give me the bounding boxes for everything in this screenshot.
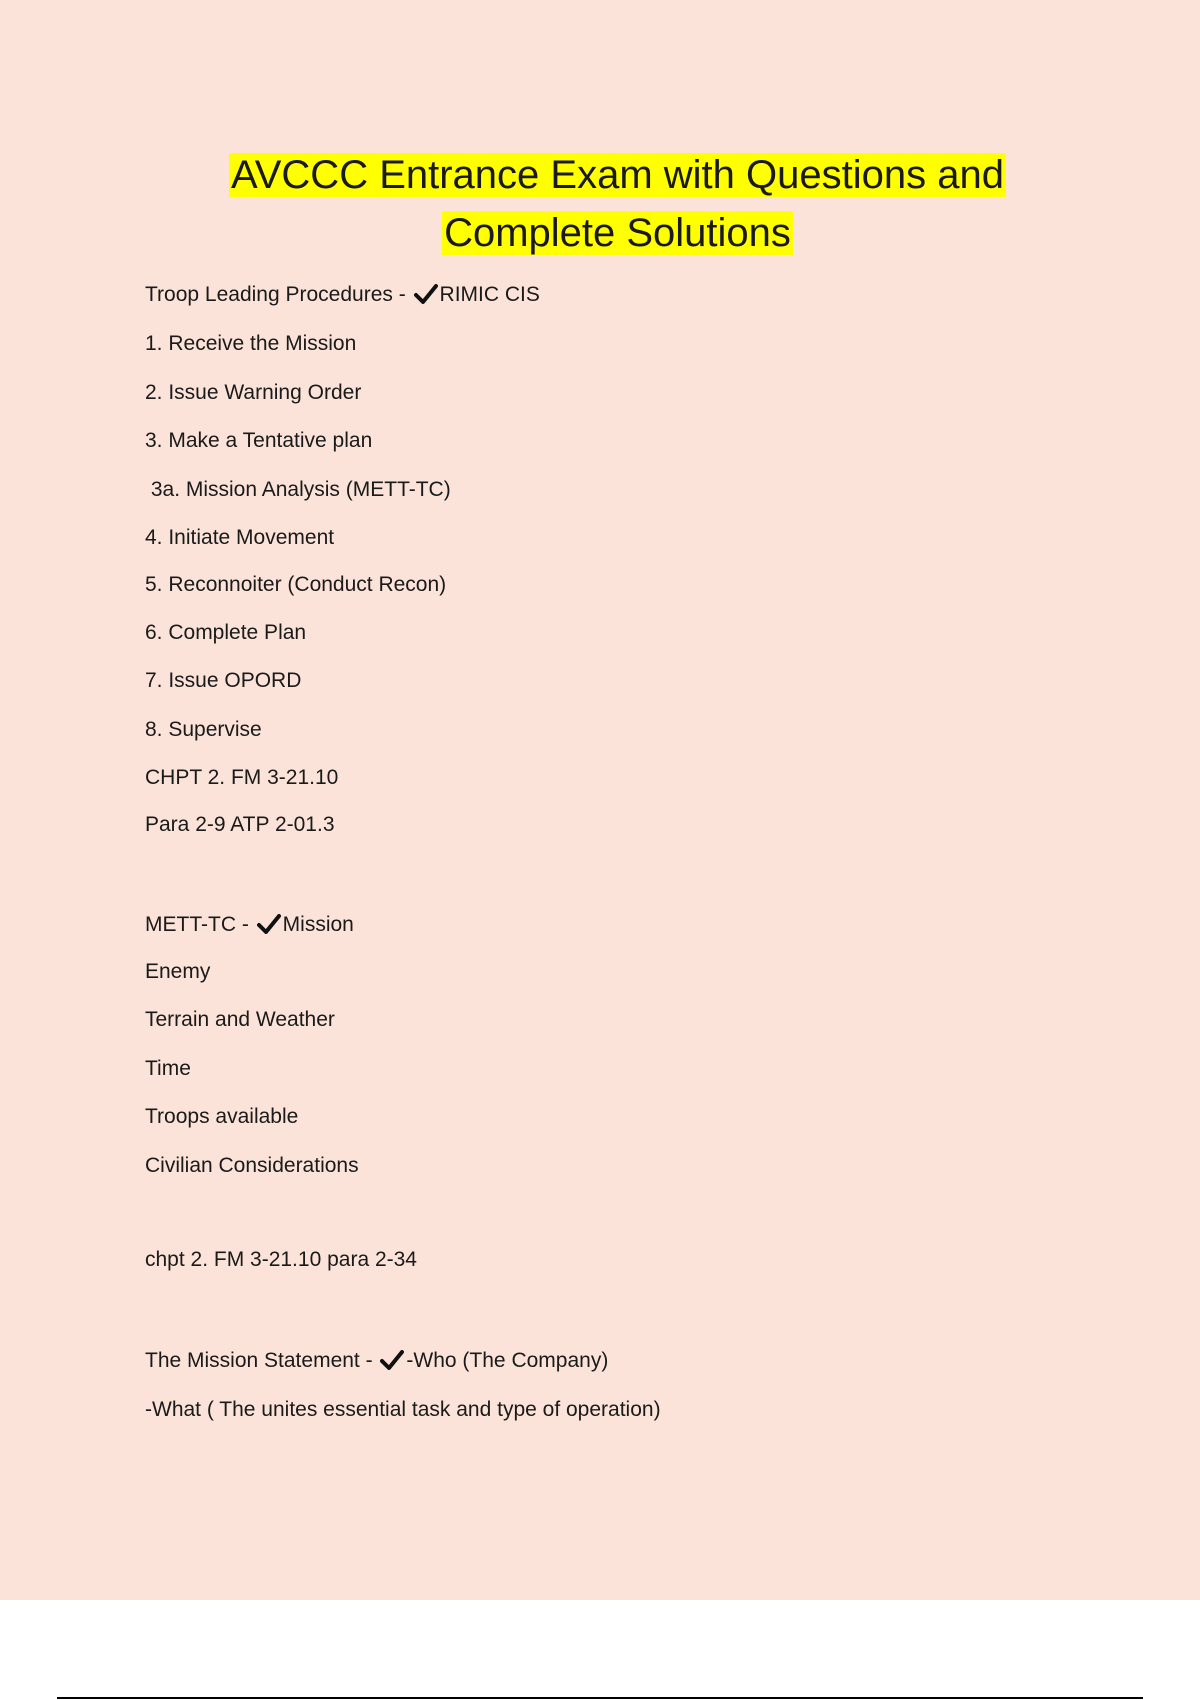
title-line-1: AVCCC Entrance Exam with Questions and bbox=[231, 153, 1004, 197]
question-troop-leading-procedures bbox=[145, 282, 540, 308]
answer-line: 7. Issue OPORD bbox=[145, 669, 302, 692]
reference-line: chpt 2. FM 3-21.10 para 2-34 bbox=[145, 1248, 417, 1271]
answer-line: Terrain and Weather bbox=[145, 1008, 335, 1031]
answer-line: 1. Receive the Mission bbox=[145, 332, 357, 355]
footer-divider bbox=[57, 1697, 1143, 1699]
question-term: The Mission Statement - bbox=[145, 1349, 379, 1372]
answer-line: 8. Supervise bbox=[145, 718, 262, 741]
answer-line: Troops available bbox=[145, 1105, 299, 1128]
answer-text: -Who (The Company) bbox=[406, 1349, 609, 1372]
answer-line: Enemy bbox=[145, 960, 211, 983]
checkmark-icon bbox=[257, 913, 281, 935]
reference-line: Para 2-9 ATP 2-01.3 bbox=[145, 813, 335, 836]
answer-line: -What ( The unites essential task and type of operation) bbox=[145, 1398, 661, 1421]
document-title bbox=[0, 146, 1200, 262]
title-line-2: Complete Solutions bbox=[444, 211, 791, 255]
answer-line: 2. Issue Warning Order bbox=[145, 381, 362, 404]
answer-line: 3. Make a Tentative plan bbox=[145, 429, 373, 452]
answer-text: Mission bbox=[282, 913, 354, 936]
reference-line: CHPT 2. FM 3-21.10 bbox=[145, 766, 339, 789]
answer-line: 6. Complete Plan bbox=[145, 621, 307, 644]
checkmark-icon bbox=[380, 1349, 404, 1371]
question-term: Troop Leading Procedures - bbox=[145, 283, 412, 306]
answer-line: Time bbox=[145, 1057, 191, 1080]
answer-text: RIMIC CIS bbox=[439, 283, 540, 306]
answer-line: 5. Reconnoiter (Conduct Recon) bbox=[145, 573, 447, 596]
checkmark-icon bbox=[414, 283, 438, 305]
question-mission-statement bbox=[145, 1348, 608, 1374]
answer-line: 3a. Mission Analysis (METT-TC) bbox=[145, 478, 451, 501]
answer-line: Civilian Considerations bbox=[145, 1154, 359, 1177]
answer-line: 4. Initiate Movement bbox=[145, 526, 335, 549]
question-term: METT-TC - bbox=[145, 913, 255, 936]
question-mett-tc bbox=[145, 912, 354, 938]
